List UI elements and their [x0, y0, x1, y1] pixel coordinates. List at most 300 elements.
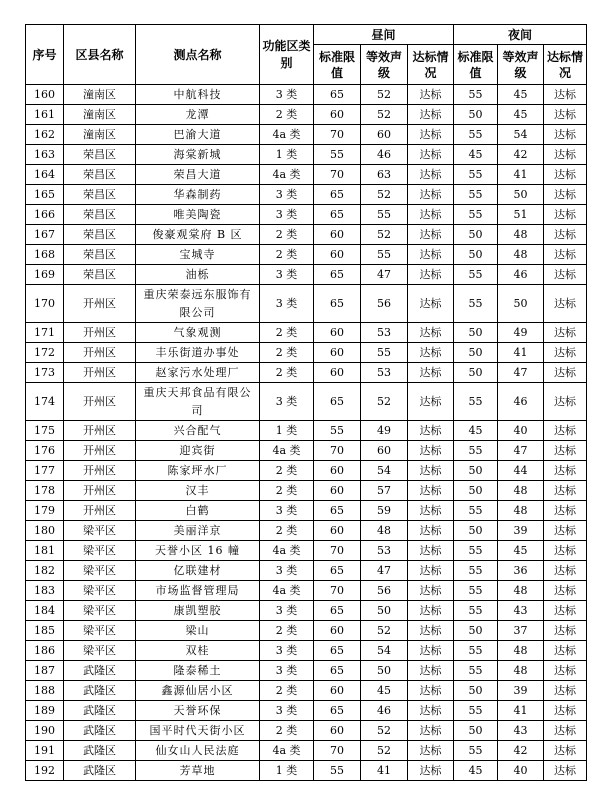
cell-night-level: 48	[498, 481, 544, 501]
cell-site: 白鹤	[136, 501, 260, 521]
cell-district: 开州区	[64, 285, 136, 323]
cell-zone: 1 类	[260, 761, 314, 781]
cell-night-limit: 55	[454, 561, 498, 581]
cell-day-limit: 60	[314, 461, 361, 481]
cell-seq: 169	[26, 265, 64, 285]
cell-day-limit: 60	[314, 363, 361, 383]
cell-site: 美丽洋京	[136, 521, 260, 541]
cell-night-limit: 55	[454, 165, 498, 185]
cell-zone: 3 类	[260, 85, 314, 105]
cell-seq: 175	[26, 421, 64, 441]
cell-day-status: 达标	[408, 761, 454, 781]
cell-night-limit: 45	[454, 421, 498, 441]
cell-district: 开州区	[64, 501, 136, 521]
cell-day-limit: 65	[314, 285, 361, 323]
header-day-status: 达标情况	[408, 45, 454, 85]
cell-night-status: 达标	[544, 561, 587, 581]
table-row	[26, 461, 587, 481]
cell-day-limit: 55	[314, 421, 361, 441]
cell-site: 天誉环保	[136, 701, 260, 721]
cell-night-status: 达标	[544, 701, 587, 721]
cell-seq: 189	[26, 701, 64, 721]
table-row	[26, 501, 587, 521]
cell-night-status: 达标	[544, 461, 587, 481]
table-row	[26, 265, 587, 285]
cell-night-level: 49	[498, 323, 544, 343]
cell-night-level: 48	[498, 661, 544, 681]
cell-day-limit: 70	[314, 741, 361, 761]
cell-zone: 2 类	[260, 105, 314, 125]
cell-night-status: 达标	[544, 185, 587, 205]
cell-district: 荣昌区	[64, 265, 136, 285]
cell-day-level: 49	[361, 421, 408, 441]
cell-seq: 165	[26, 185, 64, 205]
cell-seq: 160	[26, 85, 64, 105]
cell-night-status: 达标	[544, 501, 587, 521]
cell-day-level: 45	[361, 681, 408, 701]
cell-night-level: 45	[498, 541, 544, 561]
cell-day-status: 达标	[408, 541, 454, 561]
cell-seq: 192	[26, 761, 64, 781]
cell-day-limit: 70	[314, 441, 361, 461]
cell-district: 开州区	[64, 363, 136, 383]
cell-day-limit: 60	[314, 105, 361, 125]
cell-zone: 3 类	[260, 561, 314, 581]
cell-night-level: 36	[498, 561, 544, 581]
cell-night-status: 达标	[544, 265, 587, 285]
cell-site: 龙潭	[136, 105, 260, 125]
cell-night-limit: 55	[454, 85, 498, 105]
cell-day-level: 52	[361, 105, 408, 125]
cell-day-level: 52	[361, 383, 408, 421]
cell-seq: 184	[26, 601, 64, 621]
cell-district: 武隆区	[64, 761, 136, 781]
cell-district: 梁平区	[64, 521, 136, 541]
cell-night-limit: 45	[454, 761, 498, 781]
cell-seq: 161	[26, 105, 64, 125]
cell-site: 天誉小区 16 幢	[136, 541, 260, 561]
cell-day-status: 达标	[408, 581, 454, 601]
cell-day-level: 53	[361, 363, 408, 383]
cell-night-level: 39	[498, 521, 544, 541]
cell-night-level: 48	[498, 245, 544, 265]
cell-night-level: 46	[498, 383, 544, 421]
header-district: 区县名称	[64, 25, 136, 85]
cell-zone: 3 类	[260, 285, 314, 323]
cell-day-limit: 65	[314, 85, 361, 105]
cell-night-limit: 50	[454, 105, 498, 125]
cell-day-status: 达标	[408, 225, 454, 245]
cell-night-level: 45	[498, 105, 544, 125]
cell-night-status: 达标	[544, 541, 587, 561]
cell-night-level: 43	[498, 601, 544, 621]
cell-night-level: 51	[498, 205, 544, 225]
table-row	[26, 363, 587, 383]
cell-district: 开州区	[64, 461, 136, 481]
cell-day-status: 达标	[408, 85, 454, 105]
cell-night-limit: 55	[454, 285, 498, 323]
table-row	[26, 421, 587, 441]
cell-day-status: 达标	[408, 601, 454, 621]
cell-day-level: 53	[361, 541, 408, 561]
table-row	[26, 165, 587, 185]
cell-day-level: 47	[361, 265, 408, 285]
cell-night-status: 达标	[544, 205, 587, 225]
cell-night-status: 达标	[544, 441, 587, 461]
cell-day-level: 60	[361, 125, 408, 145]
cell-zone: 2 类	[260, 245, 314, 265]
cell-night-level: 42	[498, 145, 544, 165]
cell-night-status: 达标	[544, 661, 587, 681]
cell-night-limit: 55	[454, 125, 498, 145]
cell-zone: 2 类	[260, 225, 314, 245]
cell-day-status: 达标	[408, 661, 454, 681]
cell-seq: 163	[26, 145, 64, 165]
cell-seq: 174	[26, 383, 64, 421]
cell-day-status: 达标	[408, 285, 454, 323]
table-row	[26, 721, 587, 741]
cell-day-status: 达标	[408, 205, 454, 225]
table-row	[26, 225, 587, 245]
cell-zone: 3 类	[260, 701, 314, 721]
table-row	[26, 521, 587, 541]
table-row	[26, 105, 587, 125]
cell-district: 开州区	[64, 383, 136, 421]
table-row	[26, 541, 587, 561]
cell-night-limit: 50	[454, 461, 498, 481]
cell-district: 荣昌区	[64, 245, 136, 265]
cell-day-status: 达标	[408, 461, 454, 481]
cell-day-status: 达标	[408, 323, 454, 343]
cell-district: 梁平区	[64, 541, 136, 561]
cell-night-status: 达标	[544, 621, 587, 641]
cell-zone: 3 类	[260, 265, 314, 285]
cell-day-level: 54	[361, 641, 408, 661]
cell-district: 潼南区	[64, 85, 136, 105]
cell-district: 武隆区	[64, 681, 136, 701]
cell-district: 荣昌区	[64, 185, 136, 205]
cell-site: 俊豪观棠府 B 区	[136, 225, 260, 245]
cell-night-status: 达标	[544, 421, 587, 441]
cell-day-level: 52	[361, 185, 408, 205]
cell-seq: 170	[26, 285, 64, 323]
cell-district: 梁平区	[64, 641, 136, 661]
cell-day-status: 达标	[408, 265, 454, 285]
cell-day-limit: 60	[314, 521, 361, 541]
cell-day-status: 达标	[408, 421, 454, 441]
cell-night-status: 达标	[544, 721, 587, 741]
table-row	[26, 383, 587, 421]
cell-night-limit: 55	[454, 641, 498, 661]
cell-day-limit: 70	[314, 125, 361, 145]
table-row	[26, 761, 587, 781]
cell-district: 开州区	[64, 481, 136, 501]
cell-district: 开州区	[64, 343, 136, 363]
cell-day-limit: 65	[314, 265, 361, 285]
cell-day-limit: 55	[314, 761, 361, 781]
cell-zone: 1 类	[260, 145, 314, 165]
cell-night-limit: 50	[454, 481, 498, 501]
cell-night-level: 47	[498, 363, 544, 383]
cell-seq: 190	[26, 721, 64, 741]
cell-night-level: 48	[498, 641, 544, 661]
cell-seq: 164	[26, 165, 64, 185]
cell-site: 海棠新城	[136, 145, 260, 165]
cell-night-limit: 50	[454, 363, 498, 383]
cell-zone: 4a 类	[260, 125, 314, 145]
cell-district: 开州区	[64, 323, 136, 343]
cell-day-level: 50	[361, 601, 408, 621]
header-night-limit: 标准限值	[454, 45, 498, 85]
cell-day-status: 达标	[408, 245, 454, 265]
cell-night-status: 达标	[544, 363, 587, 383]
cell-site: 油栎	[136, 265, 260, 285]
cell-day-level: 57	[361, 481, 408, 501]
cell-night-level: 54	[498, 125, 544, 145]
table-row	[26, 741, 587, 761]
cell-night-limit: 55	[454, 383, 498, 421]
table-row	[26, 641, 587, 661]
cell-seq: 172	[26, 343, 64, 363]
cell-night-status: 达标	[544, 105, 587, 125]
cell-zone: 4a 类	[260, 581, 314, 601]
cell-day-status: 达标	[408, 701, 454, 721]
cell-night-level: 46	[498, 265, 544, 285]
cell-site: 华森制药	[136, 185, 260, 205]
cell-day-limit: 70	[314, 541, 361, 561]
cell-day-status: 达标	[408, 501, 454, 521]
cell-district: 荣昌区	[64, 165, 136, 185]
cell-day-limit: 65	[314, 501, 361, 521]
cell-zone: 2 类	[260, 681, 314, 701]
cell-site: 亿联建材	[136, 561, 260, 581]
table-row	[26, 661, 587, 681]
cell-seq: 181	[26, 541, 64, 561]
cell-day-limit: 65	[314, 701, 361, 721]
cell-site: 康凯塑胶	[136, 601, 260, 621]
cell-day-limit: 70	[314, 165, 361, 185]
cell-day-limit: 60	[314, 245, 361, 265]
cell-night-limit: 50	[454, 225, 498, 245]
cell-night-level: 40	[498, 421, 544, 441]
cell-night-level: 39	[498, 681, 544, 701]
cell-night-level: 48	[498, 501, 544, 521]
cell-night-limit: 55	[454, 601, 498, 621]
cell-night-status: 达标	[544, 225, 587, 245]
cell-day-status: 达标	[408, 681, 454, 701]
cell-day-status: 达标	[408, 383, 454, 421]
cell-zone: 4a 类	[260, 741, 314, 761]
cell-day-limit: 60	[314, 721, 361, 741]
cell-zone: 3 类	[260, 601, 314, 621]
cell-district: 潼南区	[64, 125, 136, 145]
cell-zone: 4a 类	[260, 541, 314, 561]
header-night-status: 达标情况	[544, 45, 587, 85]
cell-night-limit: 55	[454, 701, 498, 721]
cell-site: 汉丰	[136, 481, 260, 501]
table-row	[26, 621, 587, 641]
cell-day-status: 达标	[408, 561, 454, 581]
cell-day-status: 达标	[408, 741, 454, 761]
cell-day-level: 46	[361, 701, 408, 721]
cell-day-status: 达标	[408, 621, 454, 641]
cell-district: 武隆区	[64, 741, 136, 761]
cell-night-status: 达标	[544, 581, 587, 601]
cell-district: 荣昌区	[64, 205, 136, 225]
cell-seq: 171	[26, 323, 64, 343]
cell-night-limit: 55	[454, 441, 498, 461]
cell-day-limit: 60	[314, 323, 361, 343]
cell-night-limit: 50	[454, 681, 498, 701]
header-seq: 序号	[26, 25, 64, 85]
cell-site: 气象观测	[136, 323, 260, 343]
cell-day-level: 46	[361, 145, 408, 165]
cell-site: 仙女山人民法庭	[136, 741, 260, 761]
cell-site: 重庆荣泰远东服饰有限公司	[136, 285, 260, 323]
cell-night-limit: 55	[454, 581, 498, 601]
cell-day-level: 53	[361, 323, 408, 343]
cell-day-status: 达标	[408, 105, 454, 125]
cell-day-limit: 60	[314, 343, 361, 363]
cell-day-status: 达标	[408, 641, 454, 661]
table-row	[26, 205, 587, 225]
cell-zone: 2 类	[260, 363, 314, 383]
table-row	[26, 681, 587, 701]
cell-night-level: 45	[498, 85, 544, 105]
cell-night-level: 48	[498, 581, 544, 601]
table-row	[26, 481, 587, 501]
cell-zone: 3 类	[260, 501, 314, 521]
cell-day-limit: 55	[314, 145, 361, 165]
cell-night-limit: 55	[454, 661, 498, 681]
cell-day-level: 50	[361, 661, 408, 681]
table-row	[26, 85, 587, 105]
cell-day-status: 达标	[408, 343, 454, 363]
cell-night-status: 达标	[544, 165, 587, 185]
cell-site: 陈家坪水厂	[136, 461, 260, 481]
cell-night-limit: 50	[454, 621, 498, 641]
cell-zone: 2 类	[260, 343, 314, 363]
header-night: 夜间	[454, 25, 587, 45]
cell-day-limit: 65	[314, 601, 361, 621]
cell-night-status: 达标	[544, 125, 587, 145]
cell-zone: 4a 类	[260, 441, 314, 461]
cell-day-status: 达标	[408, 521, 454, 541]
cell-day-status: 达标	[408, 721, 454, 741]
cell-day-limit: 60	[314, 621, 361, 641]
cell-day-level: 52	[361, 85, 408, 105]
cell-seq: 185	[26, 621, 64, 641]
cell-night-status: 达标	[544, 641, 587, 661]
cell-night-level: 50	[498, 285, 544, 323]
cell-night-status: 达标	[544, 521, 587, 541]
cell-day-limit: 65	[314, 641, 361, 661]
cell-night-limit: 55	[454, 501, 498, 521]
cell-site: 芳草地	[136, 761, 260, 781]
cell-night-level: 48	[498, 225, 544, 245]
cell-district: 梁平区	[64, 621, 136, 641]
cell-day-level: 52	[361, 741, 408, 761]
header-night-level: 等效声级	[498, 45, 544, 85]
table-row	[26, 245, 587, 265]
cell-district: 荣昌区	[64, 145, 136, 165]
cell-night-level: 37	[498, 621, 544, 641]
table-header	[26, 25, 587, 85]
cell-site: 赵家污水处理厂	[136, 363, 260, 383]
cell-day-limit: 60	[314, 681, 361, 701]
header-day: 昼间	[314, 25, 454, 45]
cell-site: 鑫源仙居小区	[136, 681, 260, 701]
table-body	[26, 85, 587, 781]
cell-zone: 1 类	[260, 421, 314, 441]
cell-district: 开州区	[64, 421, 136, 441]
header-day-level: 等效声级	[361, 45, 408, 85]
cell-seq: 167	[26, 225, 64, 245]
cell-site: 巴渝大道	[136, 125, 260, 145]
cell-seq: 162	[26, 125, 64, 145]
cell-day-status: 达标	[408, 165, 454, 185]
cell-night-status: 达标	[544, 761, 587, 781]
cell-night-status: 达标	[544, 383, 587, 421]
cell-zone: 2 类	[260, 461, 314, 481]
header-day-limit: 标准限值	[314, 45, 361, 85]
cell-night-status: 达标	[544, 343, 587, 363]
cell-seq: 176	[26, 441, 64, 461]
cell-night-limit: 50	[454, 245, 498, 265]
cell-site: 兴合配气	[136, 421, 260, 441]
cell-night-level: 41	[498, 165, 544, 185]
cell-day-limit: 65	[314, 185, 361, 205]
cell-night-status: 达标	[544, 145, 587, 165]
cell-night-limit: 45	[454, 145, 498, 165]
cell-day-level: 41	[361, 761, 408, 781]
cell-site: 隆泰稀土	[136, 661, 260, 681]
cell-site: 荣昌大道	[136, 165, 260, 185]
cell-day-status: 达标	[408, 125, 454, 145]
cell-site: 双桂	[136, 641, 260, 661]
cell-zone: 3 类	[260, 185, 314, 205]
cell-seq: 168	[26, 245, 64, 265]
cell-zone: 3 类	[260, 661, 314, 681]
cell-zone: 2 类	[260, 323, 314, 343]
cell-district: 开州区	[64, 441, 136, 461]
cell-night-limit: 55	[454, 265, 498, 285]
cell-day-limit: 65	[314, 383, 361, 421]
table-row	[26, 441, 587, 461]
table-row	[26, 581, 587, 601]
cell-night-limit: 50	[454, 323, 498, 343]
cell-seq: 178	[26, 481, 64, 501]
cell-district: 武隆区	[64, 721, 136, 741]
cell-night-limit: 55	[454, 741, 498, 761]
table-row	[26, 701, 587, 721]
cell-district: 梁平区	[64, 561, 136, 581]
cell-seq: 180	[26, 521, 64, 541]
cell-seq: 166	[26, 205, 64, 225]
header-zone: 功能区类别	[260, 25, 314, 85]
table-row	[26, 125, 587, 145]
cell-day-level: 55	[361, 205, 408, 225]
cell-night-level: 44	[498, 461, 544, 481]
cell-site: 中航科技	[136, 85, 260, 105]
cell-zone: 3 类	[260, 383, 314, 421]
cell-day-limit: 65	[314, 205, 361, 225]
cell-site: 市场监督管理局	[136, 581, 260, 601]
cell-day-status: 达标	[408, 481, 454, 501]
table-row	[26, 601, 587, 621]
cell-night-limit: 55	[454, 205, 498, 225]
cell-night-level: 43	[498, 721, 544, 741]
